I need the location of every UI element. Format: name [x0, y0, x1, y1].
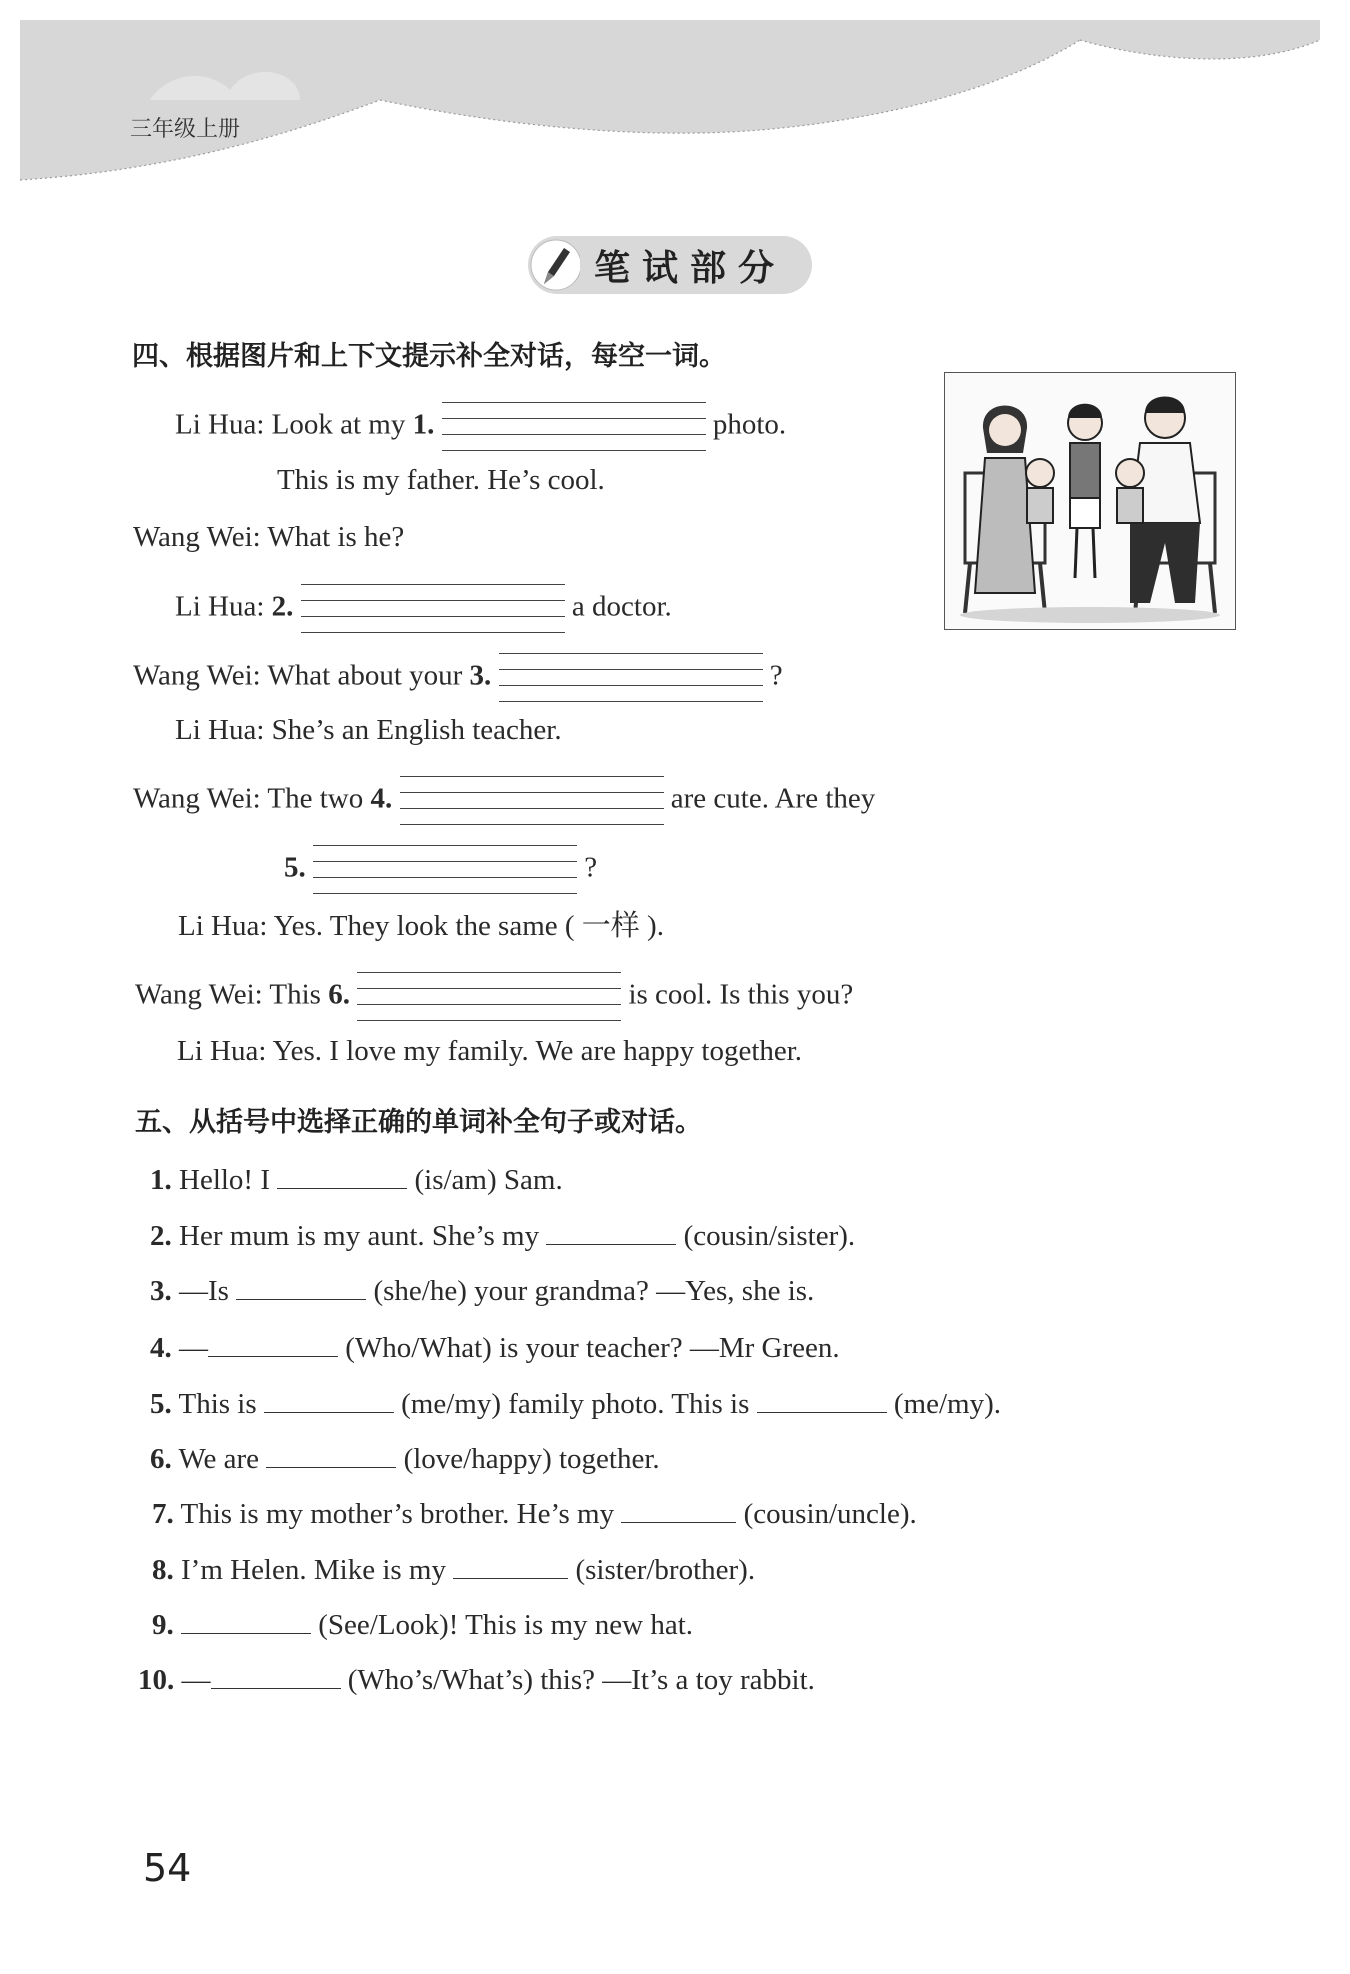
exercise-item-9: 9. (See/Look)! This is my new hat. [152, 1609, 694, 1641]
answer-blank[interactable] [621, 1496, 736, 1523]
dialogue-line-1: Li Hua: Look at my 1. photo. [175, 402, 786, 452]
answer-blank[interactable] [264, 1386, 394, 1413]
dialogue-line-9: Li Hua: Yes. They look the same ( 一样 ). [178, 910, 664, 942]
header-decoration [0, 0, 1350, 200]
grade-label: 三年级上册 [130, 117, 241, 142]
exercise-item-7: 7. This is my mother’s brother. He’s my (cousin/uncle). [152, 1498, 917, 1530]
answer-blank-5[interactable] [313, 845, 577, 895]
answer-blank[interactable] [211, 1662, 341, 1689]
family-photo [944, 372, 1236, 630]
answer-blank-3[interactable] [499, 653, 763, 703]
exercise-item-5: 5. This is (me/my) family photo. This is (me/my). [150, 1388, 1001, 1420]
answer-blank[interactable] [208, 1330, 338, 1357]
answer-blank[interactable] [546, 1218, 676, 1245]
exercise-item-10: 10. — (Who’s/What’s) this? —It’s a toy rabbit. [138, 1664, 815, 1696]
page-number: 54 [143, 1846, 192, 1890]
dialogue-line-10: Wang Wei: This 6. is cool. Is this you? [135, 972, 853, 1022]
family-illustration [945, 373, 1235, 629]
exercise-item-2: 2. Her mum is my aunt. She’s my (cousin/sister). [150, 1220, 856, 1252]
answer-blank[interactable] [181, 1607, 311, 1634]
exercise-item-4: 4. — (Who/What) is your teacher? —Mr Green. [150, 1332, 840, 1364]
answer-blank[interactable] [236, 1273, 366, 1300]
exercise-item-1: 1. Hello! I (is/am) Sam. [150, 1164, 563, 1196]
exercise-item-3: 3. —Is (she/he) your grandma? —Yes, she is. [150, 1275, 815, 1307]
dialogue-line-8: 5. ? [284, 845, 597, 895]
dialogue-line-4: Li Hua: 2. a doctor. [175, 584, 672, 634]
part5-instruction: 五、从括号中选择正确的单词补全句子或对话。 [135, 1107, 702, 1138]
dialogue-line-11: Li Hua: Yes. I love my family. We are happy together. [177, 1035, 803, 1067]
answer-blank-4[interactable] [400, 776, 664, 826]
dialogue-line-5: Wang Wei: What about your 3. ? [133, 653, 783, 703]
answer-blank-1[interactable] [442, 402, 706, 452]
answer-blank[interactable] [277, 1162, 407, 1189]
dialogue-line-7: Wang Wei: The two 4. are cute. Are they [133, 776, 875, 826]
pencil-icon [530, 238, 580, 292]
exercise-item-6: 6. We are (love/happy) together. [150, 1443, 660, 1475]
answer-blank[interactable] [266, 1441, 396, 1468]
answer-blank-6[interactable] [357, 972, 621, 1022]
exercise-item-8: 8. I’m Helen. Mike is my (sister/brother). [152, 1554, 756, 1586]
part4-instruction: 四、根据图片和上下文提示补全对话，每空一词。 [132, 341, 726, 372]
answer-blank[interactable] [453, 1552, 568, 1579]
section-title: 笔试部分 [594, 247, 787, 289]
dialogue-line-6: Li Hua: She’s an English teacher. [175, 714, 562, 746]
answer-blank-2[interactable] [301, 584, 565, 634]
dialogue-line-2: This is my father. He’s cool. [277, 464, 605, 496]
answer-blank[interactable] [757, 1386, 887, 1413]
dialogue-line-3: Wang Wei: What is he? [133, 521, 405, 553]
